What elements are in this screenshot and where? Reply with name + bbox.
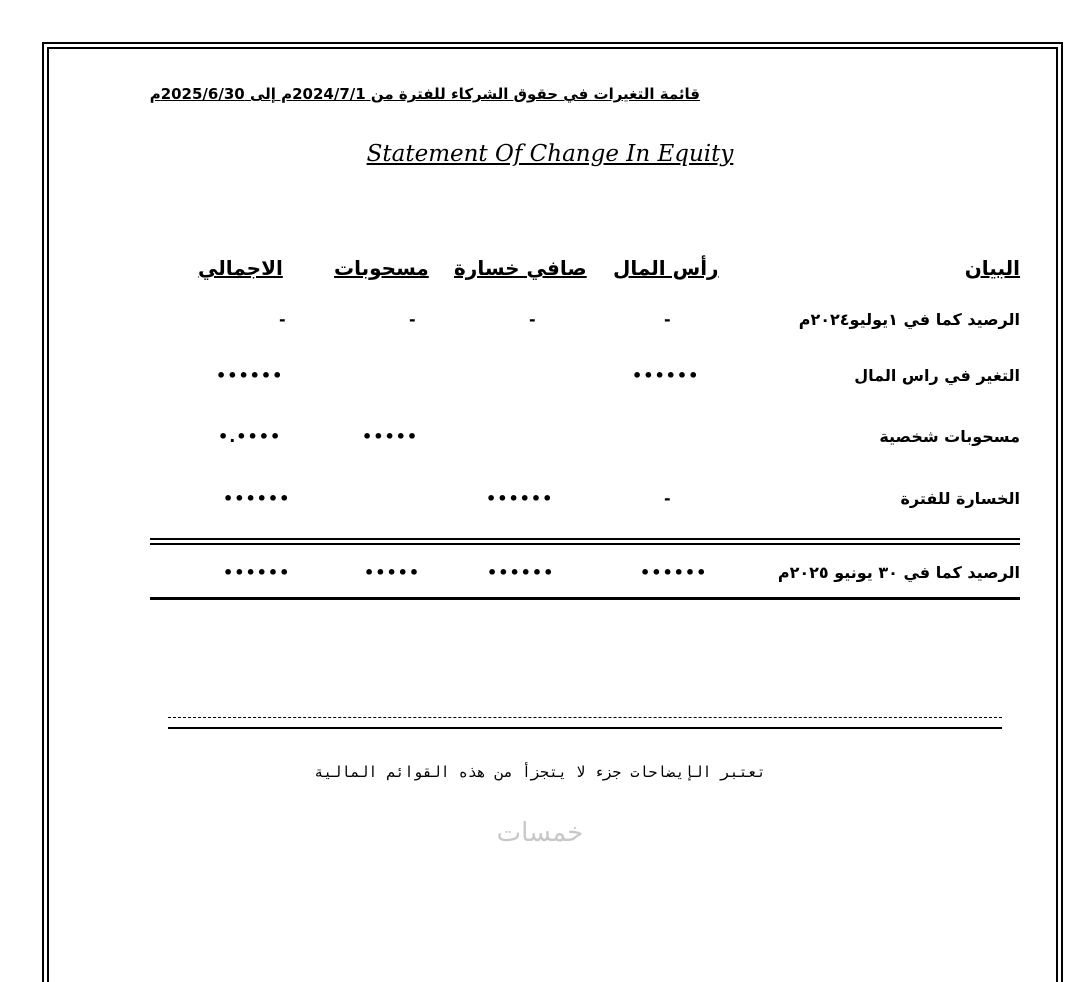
closing-rule (150, 597, 1020, 600)
row-opening-drawings: - (409, 310, 416, 329)
header-total: الاجمالي (198, 256, 283, 280)
row-loss-capital: - (664, 489, 671, 508)
header-description: البيان (964, 256, 1020, 280)
double-rule-top (150, 538, 1020, 540)
header-drawings: مسحوبات (334, 256, 429, 280)
row-drawings-drawings: ••••• (362, 427, 419, 446)
row-capital-change-label: التغير في راس المال (854, 366, 1020, 385)
dashed-separator (168, 717, 1002, 718)
row-opening-label: الرصيد كما في ١يوليو٢٠٢٤م (798, 310, 1020, 329)
header-capital: رأس المال (613, 256, 719, 280)
double-rule-bottom (150, 543, 1020, 545)
row-closing-label: الرصيد كما في ٣٠ يونيو ٢٠٢٥م (777, 563, 1020, 582)
row-closing-total: •••••• (223, 563, 291, 582)
row-loss-net-loss: •••••• (486, 489, 554, 508)
statement-title-english: Statement Of Change In Equity (366, 141, 734, 167)
row-closing-drawings: ••••• (364, 563, 421, 582)
row-capital-change-total: •••••• (216, 366, 284, 385)
row-loss-total: •••••• (223, 489, 291, 508)
notes-statement: تعتبر الإيضاحات جزء لا يتجزأ من هذه القوائم المالية (314, 763, 766, 781)
note-separator (168, 727, 1002, 729)
row-closing-net-loss: •••••• (487, 563, 555, 582)
statement-title-arabic: قائمة التغيرات في حقوق الشركاء للفترة من 2024/7/1م إلى 2025/6/30م (149, 85, 700, 103)
row-loss-label: الخسارة للفترة (900, 489, 1020, 508)
row-closing-capital: •••••• (640, 563, 708, 582)
row-opening-total: - (279, 310, 286, 329)
row-drawings-total: •.•••• (218, 427, 282, 446)
row-opening-net-loss: - (529, 310, 536, 329)
header-net-loss: صافي خسارة (454, 256, 587, 280)
row-drawings-label: مسحوبات شخصية (879, 427, 1020, 446)
watermark-logo: خمسات (496, 818, 584, 848)
row-capital-change-capital: •••••• (632, 366, 700, 385)
row-opening-capital: - (664, 310, 671, 329)
